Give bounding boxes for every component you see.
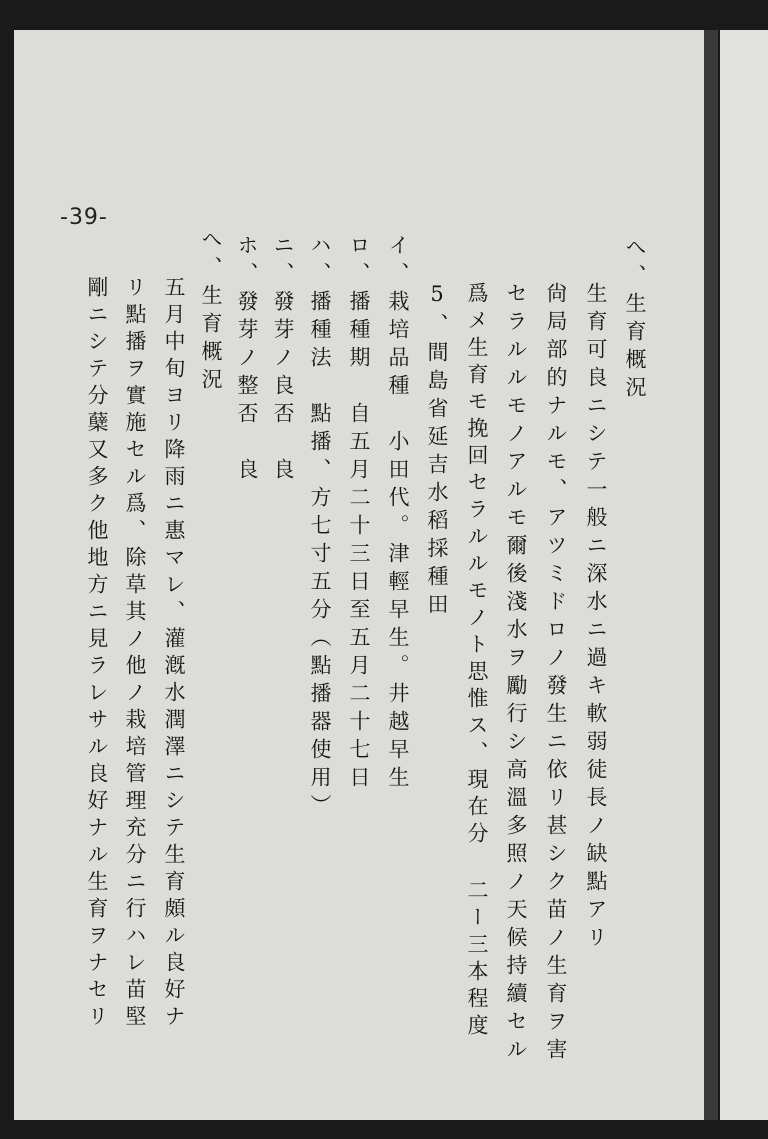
book-spine: [704, 30, 718, 1120]
text-column-5: 爲メ生育モ挽回セラルルモノト思惟ス、現在分 二ー三本程度: [465, 282, 489, 1041]
text-column-9: ハ、播種法 點播、方七寸五分（點播器使用）: [308, 234, 332, 822]
text-column-14: リ點播ヲ實施セル爲、除草其ノ他ノ栽培管理充分ニ行ハレ苗堅: [123, 276, 147, 1032]
text-column-3: 尙局部的ナルモ、アツミドロノ發生ニ依リ甚シク苗ノ生育ヲ害: [544, 282, 568, 1066]
text-column-11: ホ、發芽ノ整否 良: [235, 234, 259, 486]
page-number: -39-: [60, 205, 108, 230]
text-column-15: 剛ニシテ分蘖又多ク他地方ニ見ラレサル良好ナル生育ヲナセリ: [85, 276, 109, 1032]
text-column-13: 五月中旬ヨリ降雨ニ惠マレ、灌漑水潤澤ニシテ生育頗ル良好ナ: [162, 276, 186, 1032]
text-column-12: へ、生育概況: [199, 228, 223, 396]
text-column-6: 5、間島省延吉水稻採種田: [425, 282, 449, 621]
adjacent-page-edge: [720, 30, 768, 1120]
text-column-7: イ、栽培品種 小田代。津輕早生。井越早生: [386, 234, 410, 794]
text-column-4: セラルルモノアルモ爾後淺水ヲ勵行シ高溫多照ノ天候持續セル: [504, 282, 528, 1066]
text-column-2: 生育可良ニシテ一般ニ深水ニ過キ軟弱徒長ノ缺點アリ: [584, 282, 608, 954]
text-column-10: ニ、發芽ノ良否 良: [271, 234, 295, 486]
text-column-8: ロ、播種期 自五月二十三日至五月二十七日: [347, 234, 371, 794]
text-column-1: へ、生育概況: [623, 236, 647, 404]
